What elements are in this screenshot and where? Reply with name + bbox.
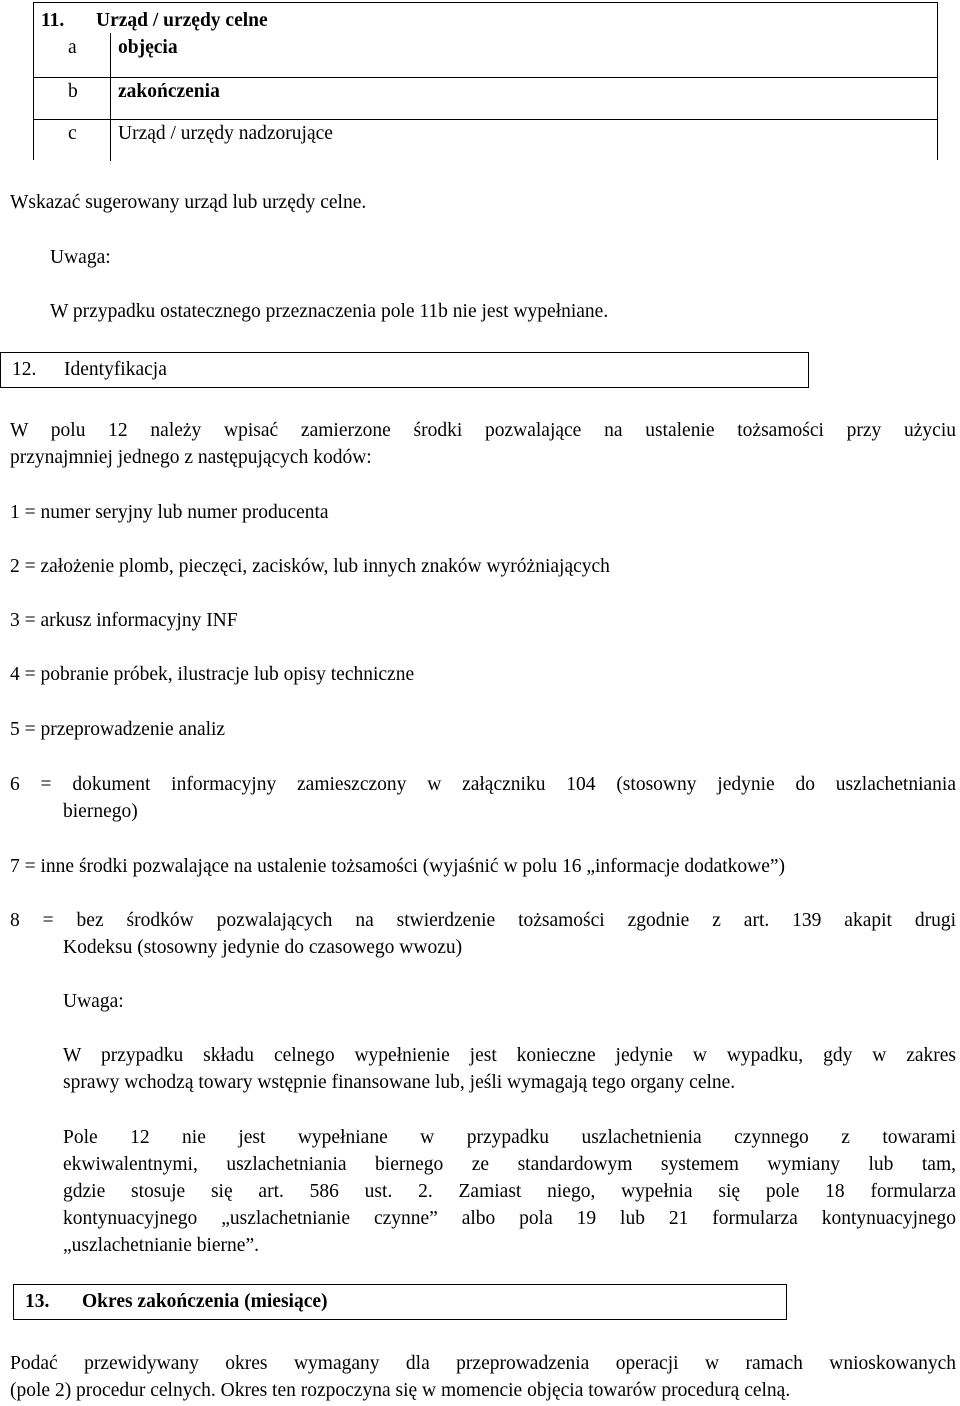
- note2-line3: gdzie stosuje się art. 586 ust. 2. Zamiast niego, wypełnia się pole 18 formularza: [63, 1181, 956, 1202]
- code-item-6-line2: biernego): [63, 801, 138, 822]
- code-item-7: 7 = inne środki pozwalające na ustalenie tożsamości (wyjaśnić w polu 16 „informacje dodatkowe”): [10, 856, 786, 877]
- note2-line5: „uszlachetnianie bierne”.: [63, 1235, 259, 1256]
- note2-line1: Pole 12 nie jest wypełniane w przypadku uszlachetnienia czynnego z towarami: [63, 1127, 956, 1148]
- section-12-title: Identyfikacja: [64, 359, 167, 380]
- section-13-text-line1: Podać przewidywany okres wymagany dla przeprowadzenia operacji w ramach wnioskowanych: [10, 1353, 956, 1374]
- section-13-title: Okres zakończenia (miesiące): [82, 1291, 328, 1312]
- code-item-8-line2: Kodeksu (stosowny jedynie do czasowego wwozu): [63, 937, 463, 958]
- section-12-intro-line2: przynajmniej jednego z następujących kodów:: [10, 447, 372, 468]
- row-letter: a: [68, 37, 77, 58]
- section-11-note-text: W przypadku ostatecznego przeznaczenia pole 11b nie jest wypełniane.: [50, 301, 609, 322]
- table-row: [34, 119, 937, 161]
- note2-line4: kontynuacyjnego „uszlachetnianie czynne” albo pola 19 lub 21 formularza kontynuacyjnego: [63, 1208, 956, 1229]
- row-label: Urząd / urzędy nadzorujące: [118, 123, 333, 144]
- row-label: objęcia: [118, 37, 178, 58]
- code-item: 2 = założenie plomb, pieczęci, zacisków, lub innych znaków wyróżniających: [10, 556, 610, 577]
- section-13-number: 13.: [25, 1291, 50, 1312]
- row-letter: b: [68, 81, 78, 102]
- code-item: 5 = przeprowadzenie analiz: [10, 719, 226, 740]
- section-13-text-line2: (pole 2) procedur celnych. Okres ten rozpoczyna się w momencie objęcia towarów procedurą celną.: [10, 1380, 791, 1401]
- section-12-header: [0, 352, 809, 388]
- note1-line2: sprawy wchodzą towary wstępnie finansowane lub, jeśli wymagają tego organy celne.: [63, 1072, 736, 1093]
- section-11-note-label: Uwaga:: [50, 247, 111, 268]
- code-item-8-line1: 8 = bez środków pozwalających na stwierdzenie tożsamości zgodnie z art. 139 akapit drugi: [10, 910, 956, 931]
- section-11-number: 11.: [41, 10, 65, 31]
- section-12-number: 12.: [12, 359, 37, 380]
- code-item-6-line1: 6 = dokument informacyjny zamieszczony w załączniku 104 (stosowny jedynie do uszlachetniania: [10, 774, 956, 795]
- note1-line1: W przypadku składu celnego wypełnienie jest konieczne jedynie w wypadku, gdy w zakres: [63, 1045, 956, 1066]
- table-row: [34, 33, 937, 78]
- section-12-intro-line1: W polu 12 należy wpisać zamierzone środki pozwalające na ustalenie tożsamości przy użyciu: [10, 420, 956, 441]
- code-item: 1 = numer seryjny lub numer producenta: [10, 502, 329, 523]
- section-12-note-label: Uwaga:: [63, 991, 124, 1012]
- section-11-instruction: Wskazać sugerowany urząd lub urzędy celne.: [10, 192, 367, 213]
- table-row: [34, 77, 937, 120]
- row-letter: c: [68, 123, 77, 144]
- section-11-title: Urząd / urzędy celne: [96, 10, 268, 31]
- code-item: 4 = pobranie próbek, ilustracje lub opisy techniczne: [10, 664, 415, 685]
- note2-line2: ekwiwalentnymi, uszlachetniania biernego ze standardowym systemem wymiany lub tam,: [63, 1154, 956, 1175]
- code-item: 3 = arkusz informacyjny INF: [10, 610, 238, 631]
- row-label: zakończenia: [118, 81, 220, 102]
- section-11-table: [33, 2, 938, 160]
- section-13-header: [13, 1284, 787, 1320]
